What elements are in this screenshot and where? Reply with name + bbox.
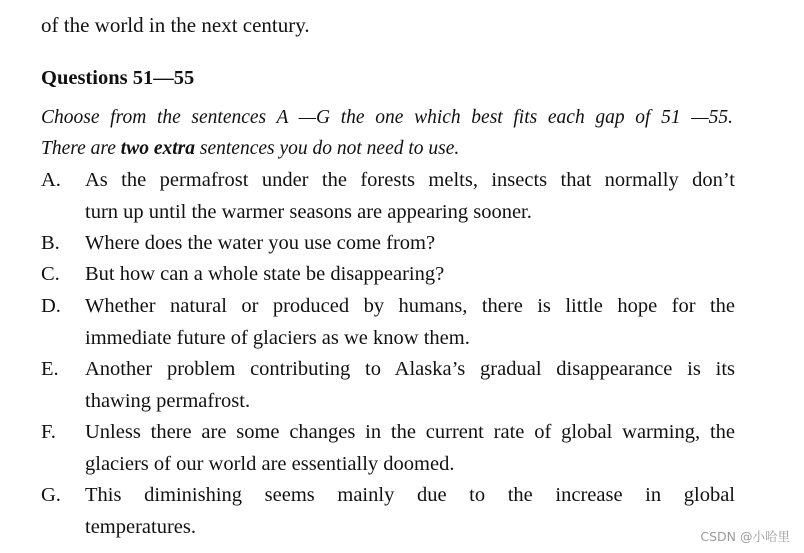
option-letter: C. xyxy=(41,263,60,285)
option-text xyxy=(85,291,735,354)
watermark: CSDN @小哈里 xyxy=(700,529,790,544)
option-text xyxy=(85,354,735,417)
option-text xyxy=(85,259,735,291)
option-letter: G. xyxy=(41,484,61,506)
option-text-line: Unless there are some changes in the current rate of global warming, the xyxy=(85,421,735,443)
option-text xyxy=(85,165,735,228)
option-text-line: turn up until the warmer seasons are appearing sooner. xyxy=(85,200,532,223)
lead-text: of the world in the next century. xyxy=(41,13,310,37)
option-text-line: As the permafrost under the forests melts, insects that normally don’t xyxy=(85,169,735,191)
option-text-line: Another problem contributing to Alaska’s gradual disappearance is its xyxy=(85,358,735,380)
instructions-bold-text: two extra xyxy=(120,138,196,159)
option-letter: D. xyxy=(41,295,61,317)
instructions-text-after: sentences you do not need to use. xyxy=(195,138,460,159)
option-text xyxy=(85,228,735,260)
section-heading: Questions 51—55 xyxy=(41,67,195,89)
option-text xyxy=(85,417,735,480)
option-text-line: glaciers of our world are essentially doomed. xyxy=(85,452,455,475)
option-letter: E. xyxy=(41,358,59,380)
option-letter: B. xyxy=(41,232,60,254)
option-text xyxy=(85,480,735,543)
option-text-line: temperatures. xyxy=(85,515,196,538)
option-text-line: immediate future of glaciers as we know them. xyxy=(85,326,470,349)
option-text-line: This diminishing seems mainly due to the increase in global xyxy=(85,484,735,506)
option-letter: A. xyxy=(41,169,61,191)
instructions-line-1: Choose from the sentences A —G the one which best fits each gap of 51 —55. xyxy=(41,107,733,128)
option-text-line: thawing permafrost. xyxy=(85,389,251,412)
option-letter: F. xyxy=(41,421,56,443)
option-text-line: Where does the water you use come from? xyxy=(85,232,436,254)
option-text-line: Whether natural or produced by humans, there is little hope for the xyxy=(85,295,735,317)
instructions-line-2 xyxy=(41,135,459,163)
instructions-text-before: There are xyxy=(41,138,121,159)
option-text-line: But how can a whole state be disappearing? xyxy=(85,263,445,285)
